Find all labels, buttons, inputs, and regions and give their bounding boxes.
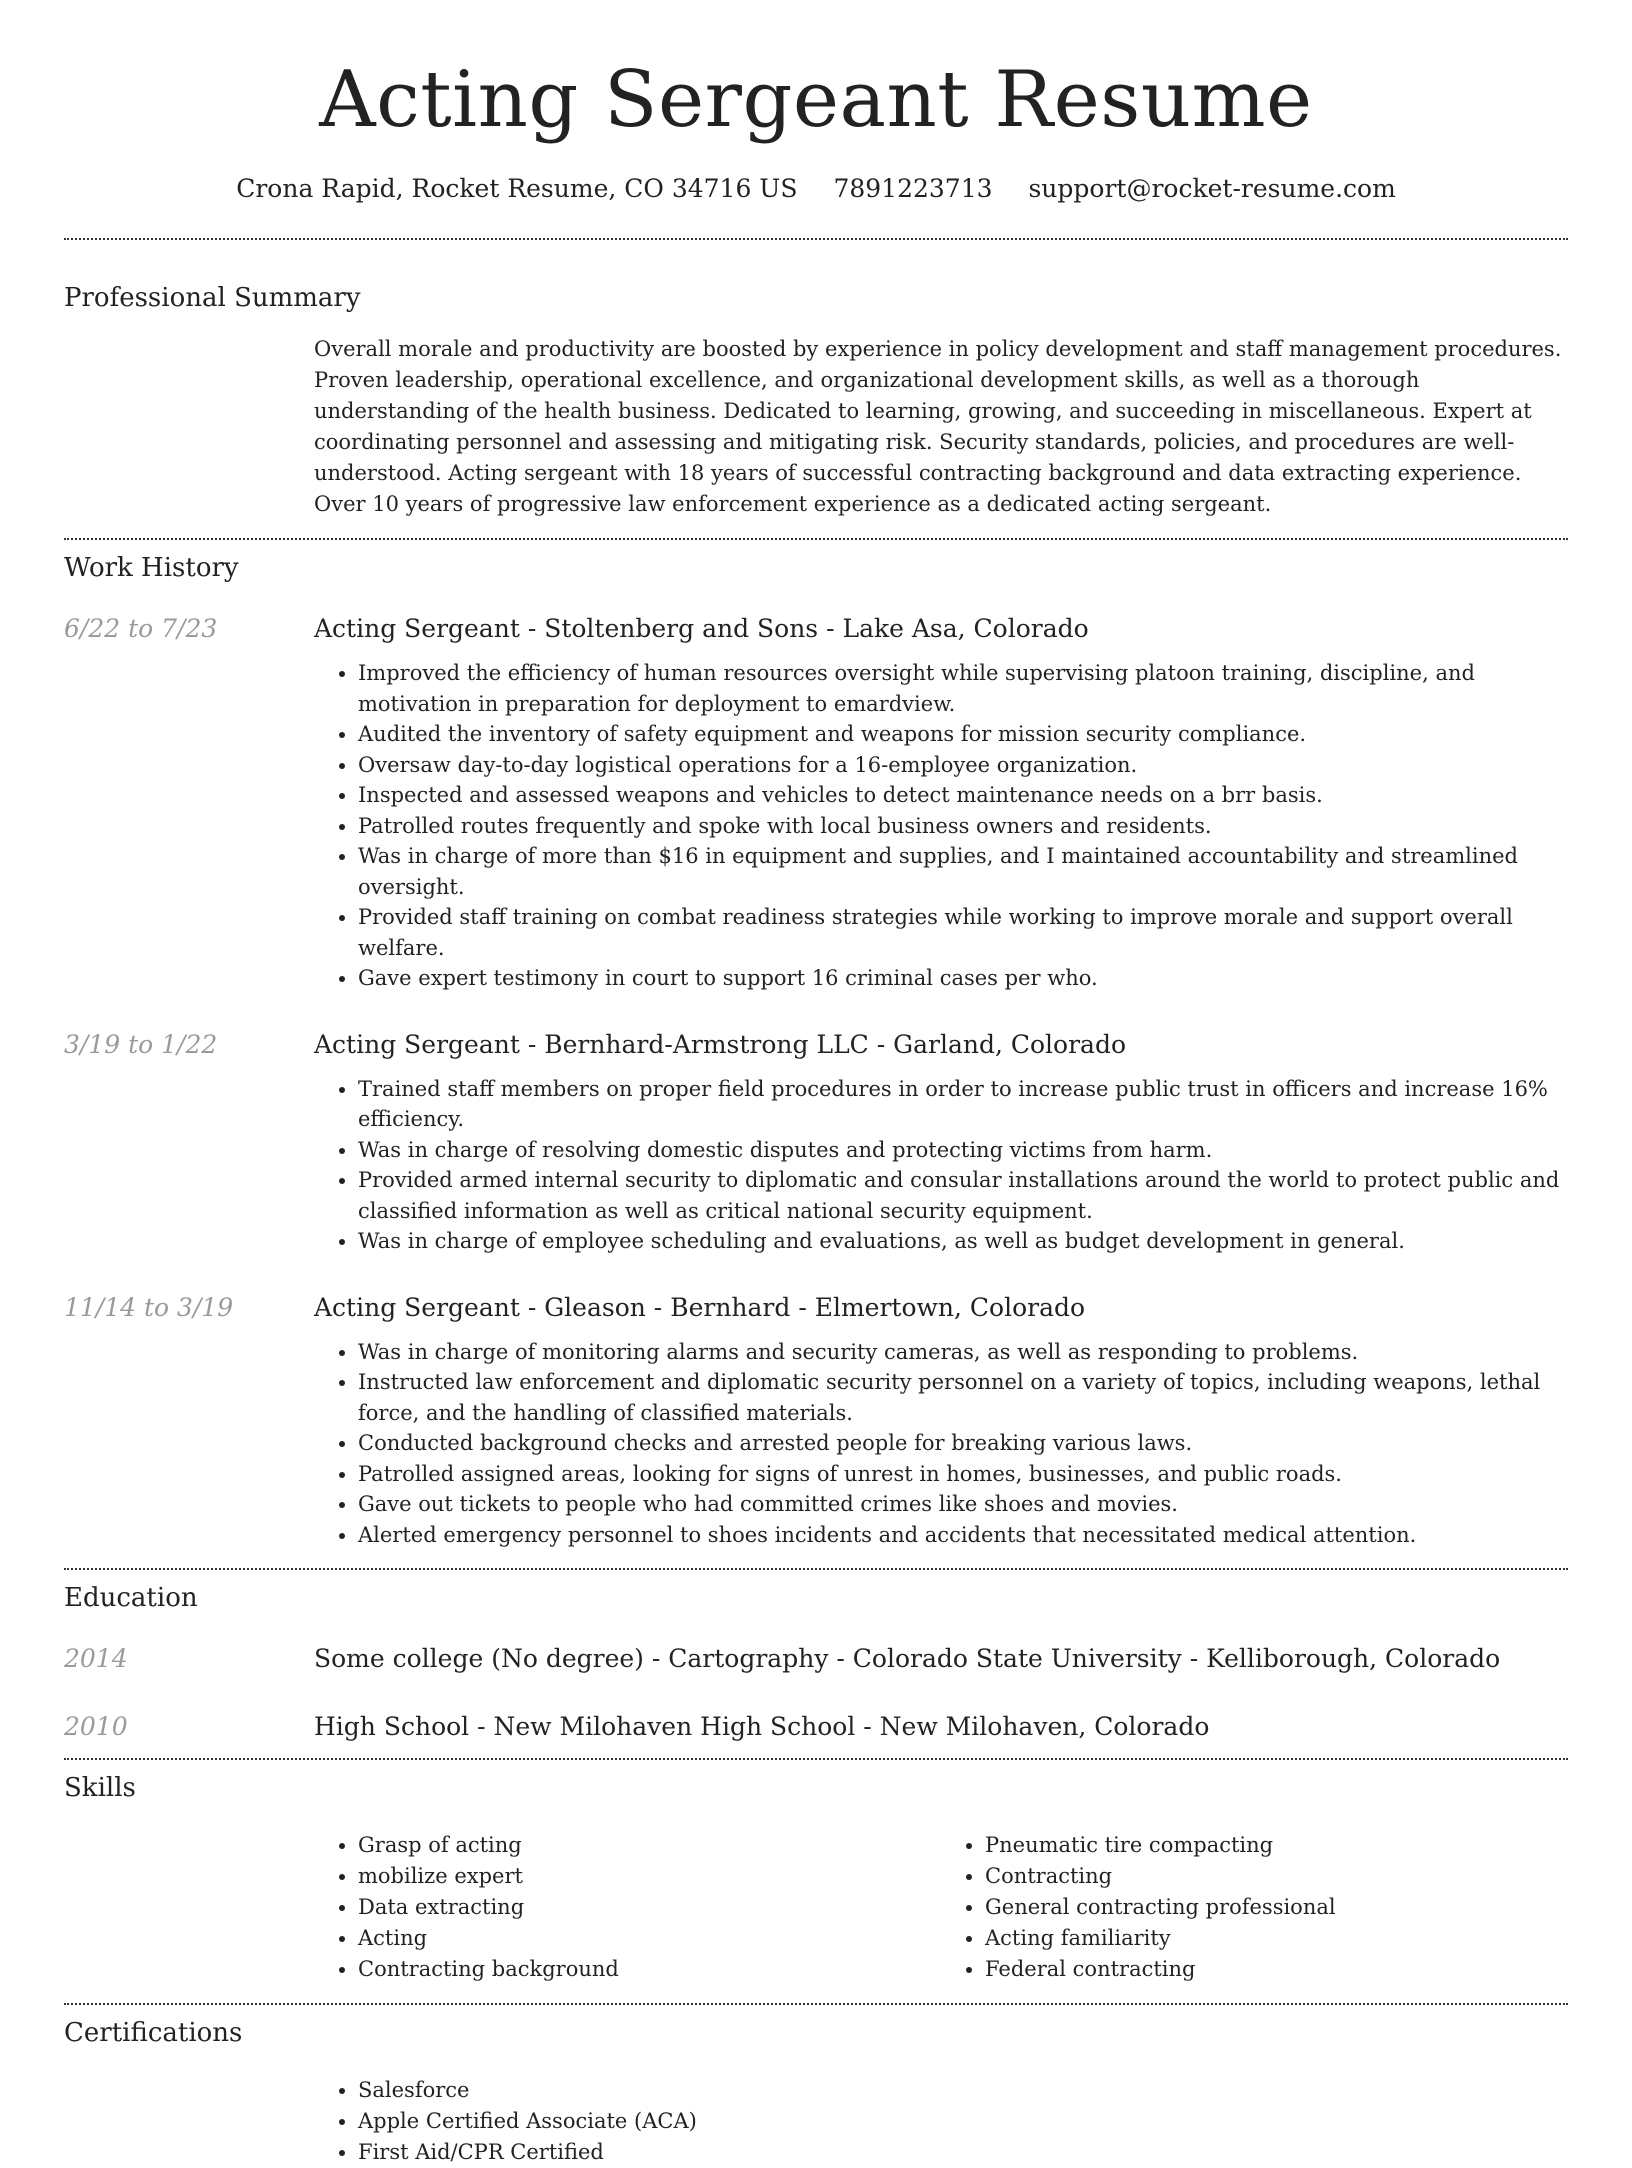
job-bullet: • Gave out tickets to people who had committed crimes like shoes and movies.	[358, 1489, 1568, 1520]
job-role: Acting Sergeant - Bernhard-Armstrong LLC - Garland, Colorado	[314, 1029, 1127, 1059]
contact-line	[64, 172, 1568, 206]
certification-item: • Apple Certified Associate (ACA)	[358, 2106, 1568, 2137]
section-divider	[64, 1758, 1568, 1760]
job-bullet: • Alerted emergency personnel to shoes incidents and accidents that necessitated medical attention.	[358, 1520, 1568, 1551]
skills-section	[64, 1770, 1568, 1985]
contact-phone: 7891223713	[833, 174, 993, 203]
skill-item: • Pneumatic tire compacting	[985, 1830, 1568, 1861]
job-bullet: • Was in charge of employee scheduling and evaluations, as well as budget development in general.	[358, 1226, 1568, 1257]
job-entry	[64, 612, 1568, 994]
job-body	[314, 1028, 1568, 1257]
job-bullet: • Was in charge of monitoring alarms and security cameras, as well as responding to problems.	[358, 1337, 1568, 1368]
skills-heading: Skills	[64, 1773, 136, 1803]
skill-item: • General contracting professional	[985, 1892, 1568, 1923]
certifications-list	[314, 2075, 1568, 2168]
resume-page	[64, 0, 1568, 2168]
education-year: 2010	[64, 1712, 128, 1741]
job-role: Acting Sergeant - Stoltenberg and Sons - Lake Asa, Colorado	[314, 614, 1089, 643]
education-degree: High School - New Milohaven High School - New Milohaven, Colorado	[314, 1712, 1210, 1741]
job-bullet: • Patrolled routes frequently and spoke with local business owners and residents.	[358, 811, 1568, 842]
certifications-section	[64, 2015, 1568, 2168]
education-heading: Education	[64, 1583, 198, 1613]
skill-item: • mobilize expert	[358, 1861, 941, 1892]
contact-address: Crona Rapid, Rocket Resume, CO 34716 US	[236, 174, 798, 203]
job-dates: 6/22 to 7/23	[64, 614, 218, 643]
skill-item: • Contracting background	[358, 1954, 941, 1985]
section-divider	[64, 1568, 1568, 1570]
skill-item: • Acting familiarity	[985, 1923, 1568, 1954]
certification-item: • Salesforce	[358, 2075, 1568, 2106]
skill-item: • Contracting	[985, 1861, 1568, 1892]
skill-item: • Grasp of acting	[358, 1830, 941, 1861]
summary-section	[64, 280, 1568, 538]
certification-item: • First Aid/CPR Certified	[358, 2137, 1568, 2168]
section-divider	[64, 2003, 1568, 2005]
skill-item: • Data extracting	[358, 1892, 941, 1923]
job-bullets	[314, 1074, 1568, 1257]
job-bullet: • Was in charge of more than $16 in equipment and supplies, and I maintained accountability and streamlined oversight.	[358, 841, 1568, 902]
job-dates: 3/19 to 1/22	[64, 1029, 218, 1059]
job-bullet: • Audited the inventory of safety equipment and weapons for mission security compliance.	[358, 719, 1568, 750]
skill-item: • Federal contracting	[985, 1954, 1568, 1985]
education-section	[64, 1580, 1568, 1744]
job-entry	[64, 1291, 1568, 1551]
job-bullet: • Patrolled assigned areas, looking for signs of unrest in homes, businesses, and public roads.	[358, 1459, 1568, 1490]
job-bullet: • Inspected and assessed weapons and vehicles to detect maintenance needs on a brr basis.	[358, 780, 1568, 811]
job-bullet: • Oversaw day-to-day logistical operations for a 16-employee organization.	[358, 750, 1568, 781]
work-history-heading: Work History	[64, 553, 239, 583]
resume-title: Acting Sergeant Resume	[319, 55, 1313, 145]
resume-header	[64, 52, 1568, 206]
job-bullet: • Was in charge of resolving domestic disputes and protecting victims from harm.	[358, 1135, 1568, 1166]
certifications-heading: Certifications	[64, 2018, 243, 2048]
job-dates: 11/14 to 3/19	[64, 1292, 234, 1322]
job-bullets	[314, 1337, 1568, 1551]
job-role: Acting Sergeant - Gleason - Bernhard - Elmertown, Colorado	[314, 1292, 1086, 1322]
job-bullet: • Provided armed internal security to diplomatic and consular installations around the world to protect public and classified information as well as critical national security equipment.	[358, 1165, 1568, 1226]
job-bullet: • Improved the efficiency of human resources oversight while supervising platoon training, discipline, and motivation in preparation for deployment to emardview.	[358, 658, 1568, 719]
skills-grid	[314, 1830, 1568, 1985]
job-body	[314, 1291, 1568, 1551]
summary-text: Overall morale and productivity are boosted by experience in policy development and staff management procedures. Proven leadership, operational excellence, and organizational development skills, as well as a thorough understanding of the health business. Dedicated to learning, growing, and succeeding in miscellaneous. Expert at coordinating personnel and assessing and mitigating risk. Security standards, policies, and procedures are well-understood. Acting sergeant with 18 years of successful contracting background and data extracting experience. Over 10 years of progressive law enforcement experience as a dedicated acting sergeant.	[314, 337, 1562, 516]
job-bullet: • Instructed law enforcement and diplomatic security personnel on a variety of topics, including weapons, lethal force, and the handling of classified materials.	[358, 1367, 1568, 1428]
section-divider	[64, 238, 1568, 240]
skills-column-right	[941, 1830, 1568, 1985]
section-divider	[64, 538, 1568, 540]
education-entry	[64, 1710, 1568, 1744]
job-bullet: • Provided staff training on combat readiness strategies while working to improve morale and support overall welfare.	[358, 902, 1568, 963]
education-entry	[64, 1642, 1568, 1676]
work-history-section	[64, 550, 1568, 1550]
summary-heading: Professional Summary	[64, 283, 361, 313]
job-bullet: • Gave expert testimony in court to support 16 criminal cases per who.	[358, 963, 1568, 994]
job-bullets	[314, 658, 1568, 994]
job-bullet: • Conducted background checks and arrested people for breaking various laws.	[358, 1428, 1568, 1459]
skills-column-left	[314, 1830, 941, 1985]
education-year: 2014	[64, 1644, 128, 1673]
job-entry	[64, 1028, 1568, 1257]
contact-email: support@rocket-resume.com	[1028, 174, 1396, 203]
job-body	[314, 612, 1568, 994]
skill-item: • Acting	[358, 1923, 941, 1954]
job-bullet: • Trained staff members on proper field procedures in order to increase public trust in officers and increase 16% efficiency.	[358, 1074, 1568, 1135]
education-degree: Some college (No degree) - Cartography - Colorado State University - Kelliborough, Colorado	[314, 1644, 1501, 1673]
